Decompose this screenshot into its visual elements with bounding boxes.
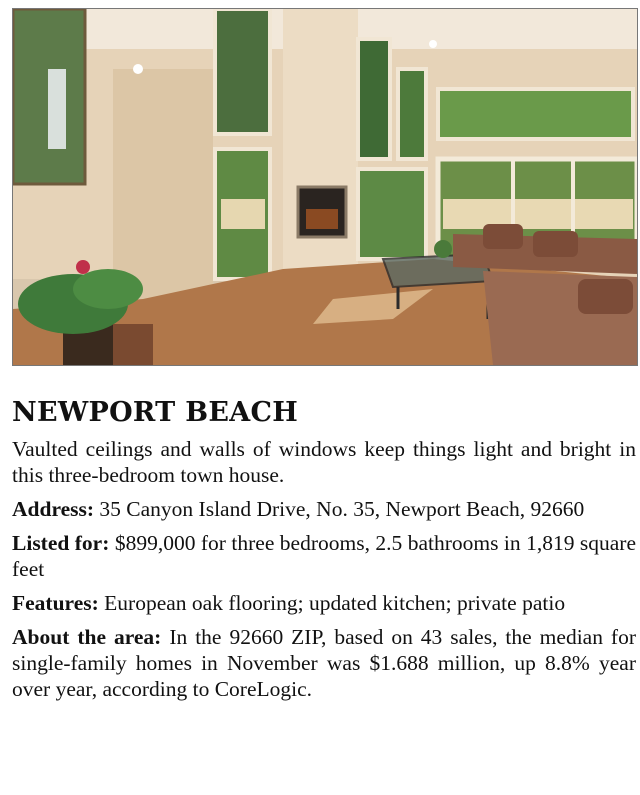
ceiling-light-2	[429, 40, 437, 48]
living-room-image	[13, 9, 637, 365]
area-value: In the 92660 ZIP, based on 43 sales, the median for single-family homes in November was $1.688 million, up 8.8% year over year, according to CoreLogic.	[12, 625, 637, 701]
table-plant	[434, 240, 452, 258]
headline: NEWPORT BEACH	[12, 397, 299, 428]
listing-photo	[12, 8, 638, 366]
address-value: 35 Canyon Island Drive, No. 35, Newport Beach, 92660	[99, 497, 585, 521]
features-value: European oak flooring; updated kitchen; private patio	[104, 591, 566, 615]
cushion-2	[533, 231, 578, 257]
window-center-2	[398, 69, 426, 159]
left-wall	[113, 69, 213, 299]
side-chair	[113, 324, 153, 365]
clerestory-window	[438, 89, 633, 139]
tall-window-upper	[215, 9, 270, 134]
cushion-3	[578, 279, 633, 314]
listed-label: Listed for:	[12, 531, 110, 555]
plant-flower	[76, 260, 90, 274]
area-label: About the area:	[12, 625, 162, 649]
ceiling-light-1	[133, 64, 143, 74]
plant-leaves-2	[73, 269, 143, 309]
listing-article	[12, 396, 636, 710]
listed-value: $899,000 for three bedrooms, 2.5 bathrooms in 1,819 square feet	[12, 531, 636, 581]
features-paragraph	[12, 590, 636, 616]
address-label: Address:	[12, 497, 95, 521]
intro-paragraph: Vaulted ceilings and walls of windows keep things light and bright in this three-bedroom town house.	[12, 437, 636, 487]
waterfall	[48, 69, 66, 149]
window-center-1	[358, 39, 390, 159]
cushion-1	[483, 224, 523, 249]
address-paragraph	[12, 496, 636, 522]
features-label: Features:	[12, 591, 99, 615]
window-fence	[221, 199, 265, 229]
fire	[306, 209, 338, 229]
area-paragraph	[12, 624, 636, 702]
listed-paragraph	[12, 530, 636, 582]
window-center-3	[358, 169, 426, 259]
patio-fence	[443, 199, 633, 229]
